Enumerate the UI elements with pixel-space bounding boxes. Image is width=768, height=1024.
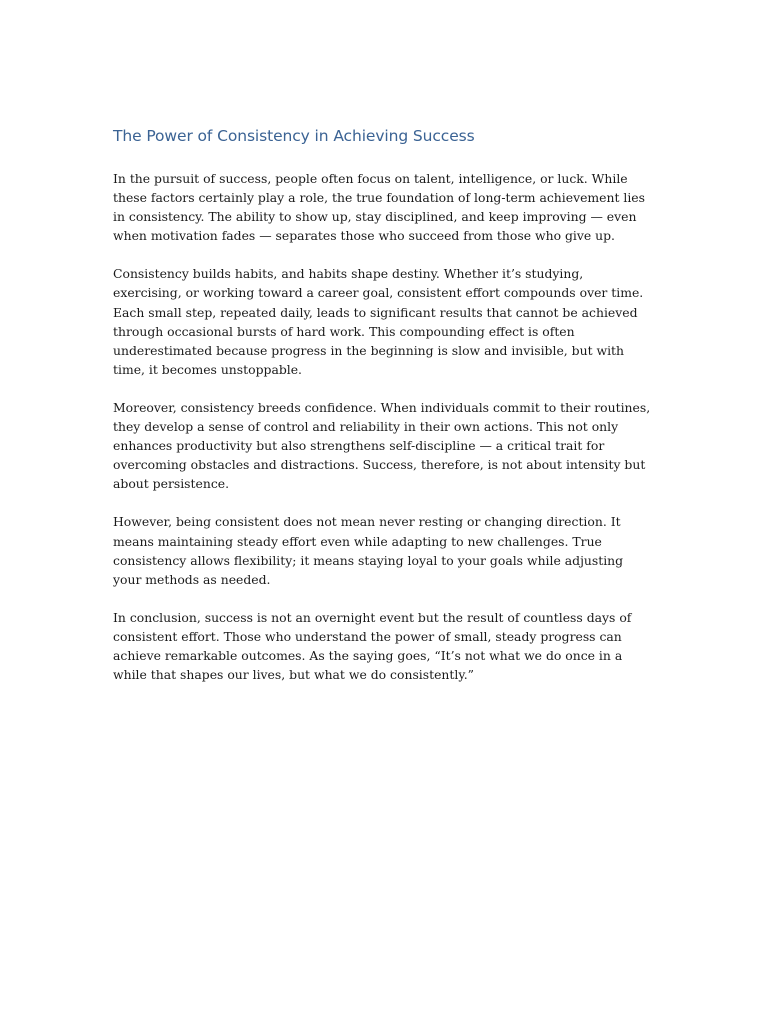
document-title: The Power of Consistency in Achieving Success <box>113 127 475 145</box>
paragraph-intro: In the pursuit of success, people often focus on talent, intelligence, or luck. While these factors certainly play a role, the true foundation of long-term achievement lies in consistency. The ability to show up, stay disciplined, and keep improving — even when motivation fades — separates those who succeed from those who give up. <box>113 171 645 244</box>
paragraph-habits: Consistency builds habits, and habits shape destiny. Whether it’s studying, exercising, or working toward a career goal, consistent effort compounds over time. Each small step, repeated daily, leads to significant results that cannot be achieved through occasional bursts of hard work. This compounding effect is often underestimated because progress in the beginning is slow and invisible, but with time, it becomes unstoppable. <box>113 266 644 377</box>
document-body <box>113 124 651 703</box>
paragraph-flexibility: However, being consistent does not mean never resting or changing direction. It means maintaining steady effort even while adapting to new challenges. True consistency allows flexibility; it means staying loyal to your goals while adjusting your methods as needed. <box>113 514 624 587</box>
paragraph-confidence: Moreover, consistency breeds confidence. When individuals commit to their routines, they develop a sense of control and reliability in their own actions. This not only enhances productivity but also strengthens self-discipline — a critical trait for overcoming obstacles and distractions. Success, therefore, is not about intensity but about persistence. <box>113 399 651 492</box>
paragraph-conclusion: In conclusion, success is not an overnight event but the result of countless days of consistent effort. Those who understand the power of small, steady progress can achieve remarkable outcomes. As the saying goes, “It’s not what we do once in a while that shapes our lives, but what we do consistently.” <box>113 609 632 683</box>
